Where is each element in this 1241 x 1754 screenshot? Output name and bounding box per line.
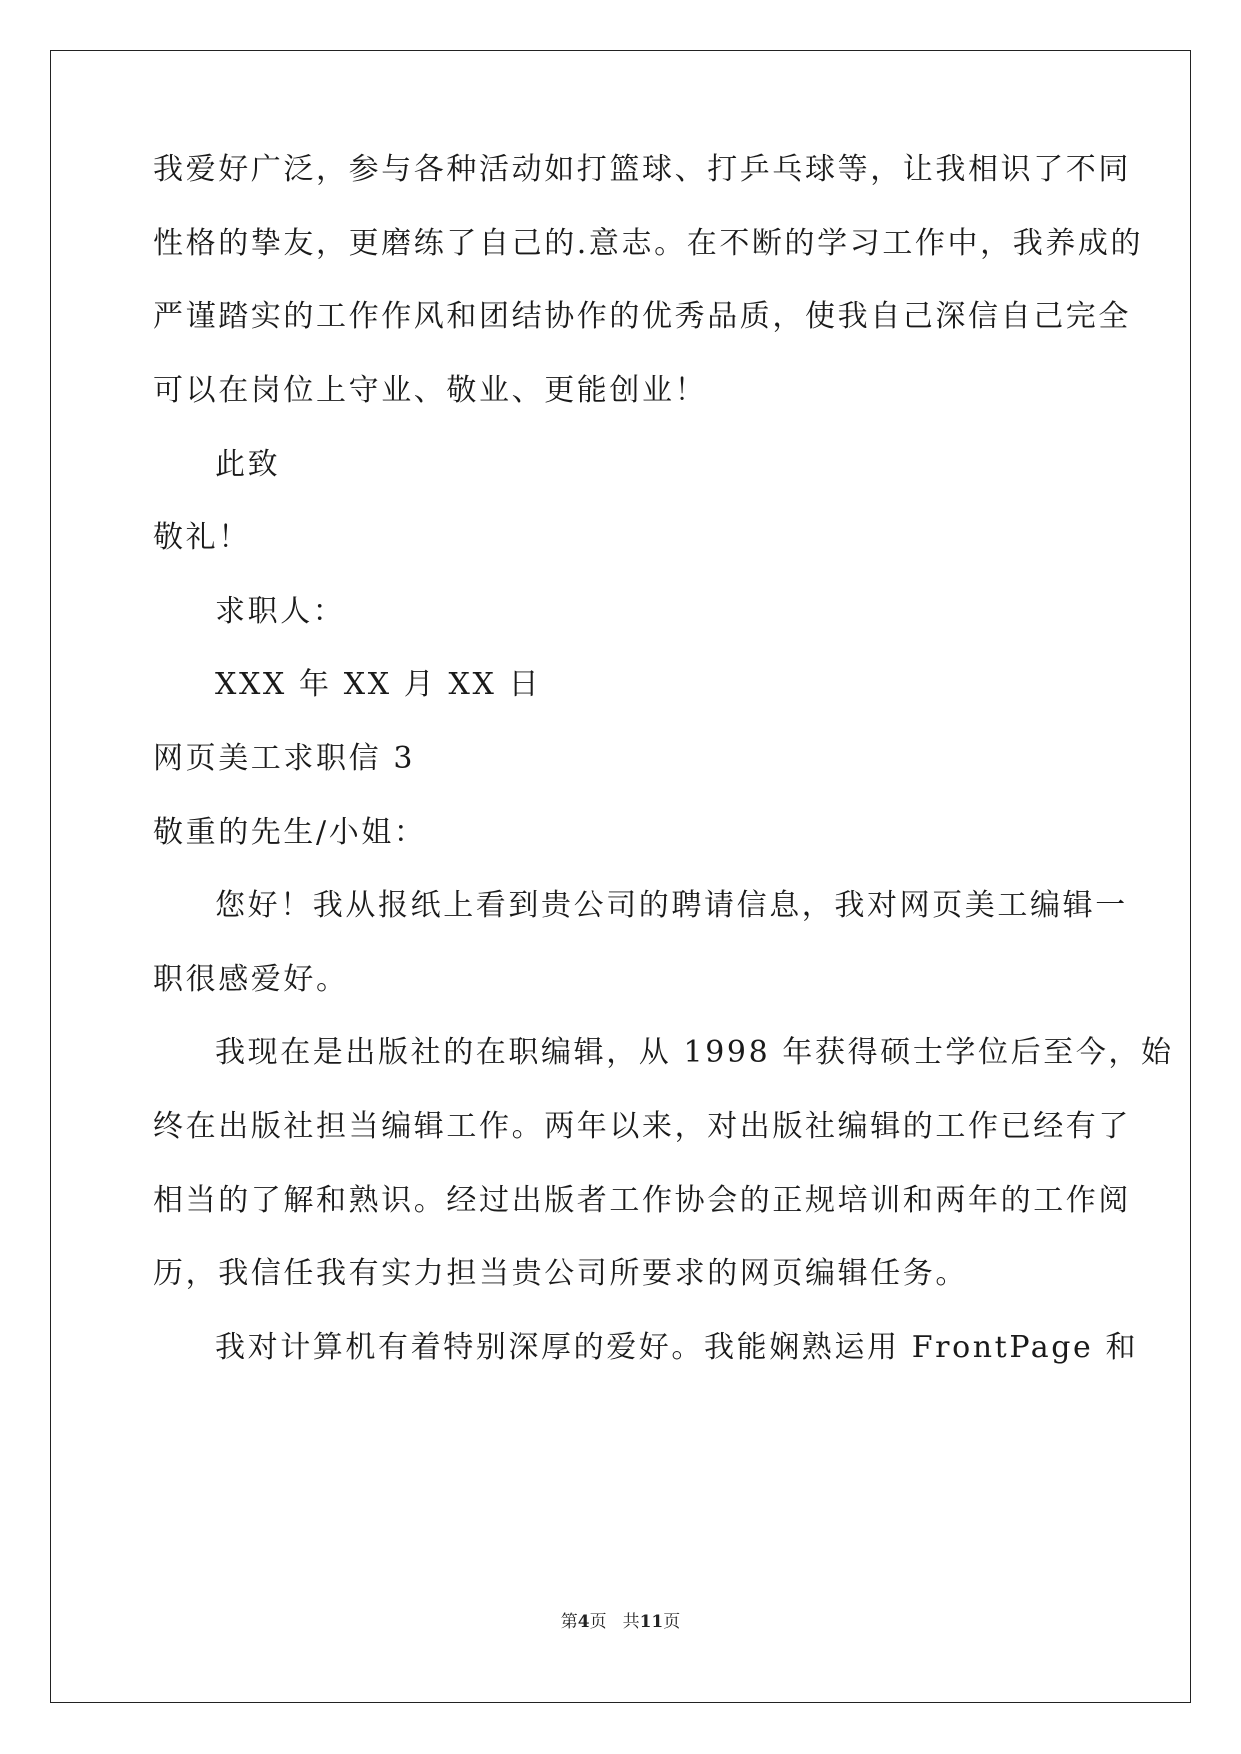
- body-line: 历，我信任我有实力担当贵公司所要求的网页编辑任务。: [153, 1256, 968, 1291]
- date-line: XXX 年 XX 月 XX 日: [215, 667, 542, 702]
- body-line: 相当的了解和熟识。经过出版者工作协会的正规培训和两年的工作阅: [153, 1183, 1131, 1218]
- page-footer: [0, 1611, 1241, 1633]
- body-line: 可以在岗位上守业、敬业、更能创业！: [153, 373, 708, 408]
- section-title: 网页美工求职信 3: [153, 741, 416, 776]
- body-line: 终在出版社担当编辑工作。两年以来，对出版社编辑的工作已经有了: [153, 1109, 1131, 1144]
- greeting: 敬重的先生/小姐：: [153, 815, 427, 850]
- signature-label: 求职人：: [215, 594, 346, 629]
- page-prefix: 第: [560, 1612, 578, 1632]
- page-unit: 页: [589, 1612, 607, 1632]
- body-line: 我现在是出版社的在职编辑，从 1998 年获得硕士学位后至今，始: [215, 1035, 1174, 1070]
- body-line: 性格的挚友，更磨练了自己的.意志。在不断的学习工作中，我养成的: [153, 226, 1144, 261]
- body-line: 我爱好广泛，参与各种活动如打篮球、打乒乓球等，让我相识了不同: [153, 152, 1131, 187]
- total-prefix: 共: [622, 1612, 640, 1632]
- total-unit: 页: [663, 1612, 681, 1632]
- closing-salutation: 此致: [215, 447, 281, 482]
- body-line: 职很感爱好。: [153, 962, 349, 997]
- page-total: 11: [639, 1612, 664, 1632]
- closing-regards: 敬礼！: [153, 520, 251, 555]
- body-line: 您好！我从报纸上看到贵公司的聘请信息，我对网页美工编辑一: [215, 888, 1128, 923]
- body-line: 严谨踏实的工作作风和团结协作的优秀品质，使我自己深信自己完全: [153, 299, 1131, 334]
- page-current: 4: [577, 1612, 590, 1632]
- body-line: 我对计算机有着特别深厚的爱好。我能娴熟运用 FrontPage 和: [215, 1330, 1139, 1365]
